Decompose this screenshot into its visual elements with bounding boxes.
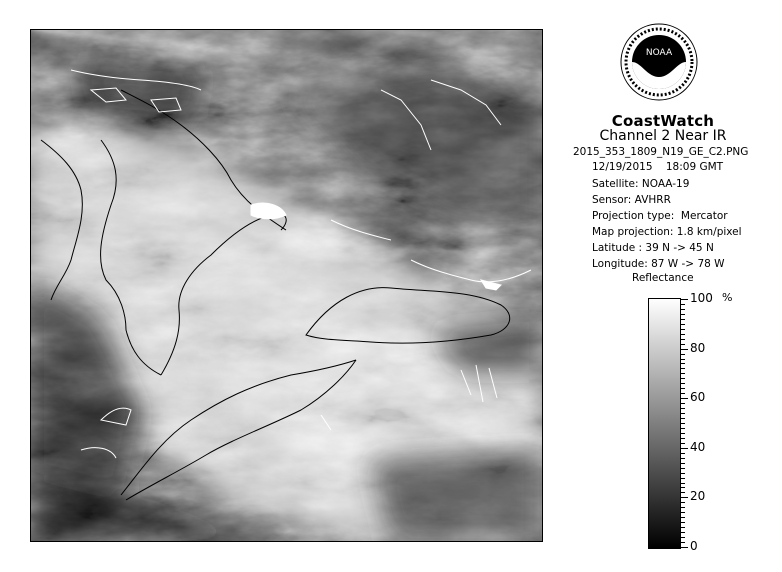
colorbar-minor-tick bbox=[680, 423, 685, 424]
satellite-label: Satellite: NOAA-19 bbox=[592, 178, 690, 190]
colorbar-minor-tick bbox=[680, 463, 685, 464]
product-title: CoastWatch bbox=[611, 112, 715, 130]
colorbar-label: Reflectance bbox=[632, 272, 694, 284]
colorbar-tick-label: 0 bbox=[690, 539, 698, 553]
colorbar-minor-tick bbox=[680, 478, 685, 479]
colorbar-minor-tick bbox=[680, 537, 685, 538]
channel-subtitle: Channel 2 Near IR bbox=[599, 128, 727, 144]
colorbar-minor-tick bbox=[680, 473, 685, 474]
noaa-logo-text: NOAA bbox=[645, 48, 673, 58]
colorbar-minor-tick bbox=[680, 418, 685, 419]
colorbar-tick-label: 20 bbox=[690, 489, 706, 504]
colorbar-minor-tick bbox=[680, 368, 685, 369]
colorbar-minor-tick bbox=[680, 443, 685, 444]
colorbar-minor-tick bbox=[680, 507, 685, 508]
colorbar-major-tick bbox=[680, 547, 688, 548]
colorbar-minor-tick bbox=[680, 458, 685, 459]
colorbar-minor-tick bbox=[680, 334, 685, 335]
sensor-label: Sensor: AVHRR bbox=[592, 194, 671, 206]
colorbar-unit: % bbox=[722, 291, 733, 304]
colorbar-minor-tick bbox=[680, 413, 685, 414]
colorbar-minor-tick bbox=[680, 314, 685, 315]
colorbar-minor-tick bbox=[680, 502, 685, 503]
colorbar-minor-tick bbox=[680, 324, 685, 325]
filename-label: 2015_353_1809_N19_GE_C2.PNG bbox=[573, 146, 749, 158]
colorbar-minor-tick bbox=[680, 359, 685, 360]
colorbar-minor-tick bbox=[680, 304, 685, 305]
colorbar-major-tick bbox=[680, 299, 688, 300]
colorbar-minor-tick bbox=[680, 492, 685, 493]
colorbar-minor-tick bbox=[680, 468, 685, 469]
colorbar-minor-tick bbox=[680, 428, 685, 429]
colorbar-minor-tick bbox=[680, 309, 685, 310]
colorbar-minor-tick bbox=[680, 487, 685, 488]
colorbar-minor-tick bbox=[680, 339, 685, 340]
colorbar-minor-tick bbox=[680, 383, 685, 384]
colorbar-tick-label: 80 bbox=[690, 340, 706, 355]
projection-type-label: Projection type: Mercator bbox=[592, 210, 728, 222]
noaa-logo bbox=[619, 22, 699, 102]
colorbar-minor-tick bbox=[680, 438, 685, 439]
colorbar-minor-tick bbox=[680, 354, 685, 355]
colorbar-minor-tick bbox=[680, 453, 685, 454]
colorbar-minor-tick bbox=[680, 329, 685, 330]
colorbar-minor-tick bbox=[680, 532, 685, 533]
colorbar-major-tick bbox=[680, 448, 688, 449]
colorbar-minor-tick bbox=[680, 388, 685, 389]
colorbar-major-tick bbox=[680, 349, 688, 350]
colorbar-minor-tick bbox=[680, 512, 685, 513]
satellite-image bbox=[30, 29, 543, 542]
colorbar-tick-label: 100 bbox=[690, 291, 713, 305]
colorbar-minor-tick bbox=[680, 527, 685, 528]
satellite-map-svg bbox=[31, 30, 542, 541]
longitude-label: Longitude: 87 W -> 78 W bbox=[592, 258, 725, 270]
colorbar-minor-tick bbox=[680, 319, 685, 320]
noaa-logo-svg bbox=[619, 22, 699, 102]
map-projection-label: Map projection: 1.8 km/pixel bbox=[592, 226, 742, 238]
colorbar-gradient bbox=[648, 298, 681, 549]
colorbar-minor-tick bbox=[680, 408, 685, 409]
colorbar-minor-tick bbox=[680, 542, 685, 543]
colorbar-minor-tick bbox=[680, 378, 685, 379]
colorbar-minor-tick bbox=[680, 344, 685, 345]
latitude-label: Latitude : 39 N -> 45 N bbox=[592, 242, 714, 254]
cloud-grain bbox=[31, 30, 542, 541]
colorbar-tick-label: 60 bbox=[690, 390, 706, 405]
colorbar-major-tick bbox=[680, 497, 688, 498]
colorbar-minor-tick bbox=[680, 393, 685, 394]
colorbar-tick-label: 40 bbox=[690, 439, 706, 454]
colorbar-minor-tick bbox=[680, 522, 685, 523]
date-time: 12/19/2015 18:09 GMT bbox=[592, 161, 724, 173]
colorbar-minor-tick bbox=[680, 433, 685, 434]
colorbar-minor-tick bbox=[680, 363, 685, 364]
colorbar-minor-tick bbox=[680, 483, 685, 484]
colorbar-minor-tick bbox=[680, 373, 685, 374]
colorbar-minor-tick bbox=[680, 517, 685, 518]
colorbar-minor-tick bbox=[680, 403, 685, 404]
colorbar-major-tick bbox=[680, 398, 688, 399]
